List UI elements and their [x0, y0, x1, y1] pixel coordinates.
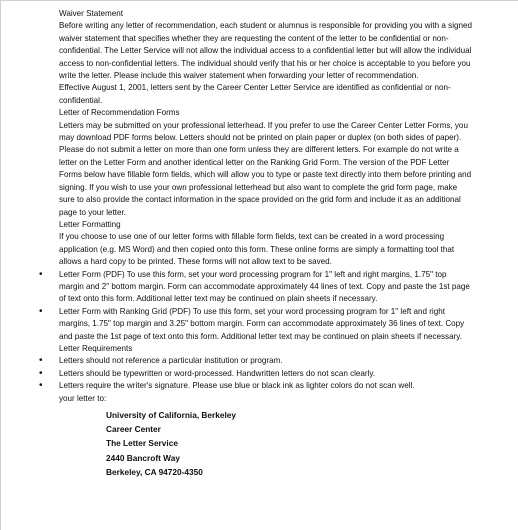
document-body: [39, 8, 473, 479]
list-item: [39, 355, 473, 367]
bullet-icon: •: [39, 268, 43, 280]
forms-text: Letters may be submitted on your professional letterhead. If you prefer to use the Career Center Letter Forms, you may download PDF forms below. Letters should not be printed on plain paper or duplex (on both sides of paper). Please do not submit a letter on more than one form unless they are different letters. For example do not write a letter on the Letter Form and another identical letter on the Ranking Grid Form. The version of the PDF Letter Forms below have fillable form fields, which will allow you to type or paste text directly into them before printing and signing. If you wish to use your own professional letterhead but also want to complete the grid form page, make sure to also provide the contact information in the space provided on the grid form and include it as an additional page to your letter.: [59, 120, 472, 217]
formatting-text: If you choose to use one of our letter forms with fillable form fields, text can be created in a word processing application (e.g. MS Word) and then copied onto this form. These online forms are simply a formatting tool that allows a hard copy to be printed. These forms will not allow text to be saved.: [59, 232, 455, 267]
address-line: Berkeley, CA 94720-4350: [106, 466, 203, 477]
requirements-closing: your letter to:: [59, 393, 107, 403]
requirements-list: [39, 355, 473, 392]
bullet-icon: •: [39, 367, 43, 379]
address-line: University of California, Berkeley: [106, 410, 237, 420]
formatting-list: [39, 268, 473, 343]
bullet-icon: •: [39, 355, 43, 367]
list-item-text: Letters require the writer's signature. Please use blue or black ink as lighter colors do not scan well.: [59, 381, 415, 391]
requirements-title: Letter Requirements: [59, 343, 133, 353]
address-line: Career Center: [106, 424, 161, 435]
bullet-icon: •: [39, 305, 43, 317]
waiver-text: Before writing any letter of recommendation, each student or alumnus is responsible for providing you with a signed waiver statement that specifies whether they are requesting the content of the letter to be confidential or non-confidential. The Letter Service will not allow the individual access to a confidential letter but will allow the individual access to non-confidential letters. The individual should verify that his or her choice is acceptable to you before you write the letter. Please include this waiver statement when forwarding your letter of recommendation.: [59, 21, 473, 81]
list-item: [39, 268, 473, 306]
forms-title: Letter of Recommendation Forms: [59, 108, 180, 118]
waiver-title: Waiver Statement: [59, 9, 124, 18]
mailing-address: [106, 408, 473, 479]
bullet-icon: •: [39, 380, 43, 392]
list-item-text: Letters should be typewritten or word-processed. Handwritten letters do not scan clearly.: [59, 368, 376, 378]
address-line: 2440 Bancroft Way: [106, 452, 180, 463]
list-item: [39, 380, 473, 392]
list-item: [39, 305, 473, 343]
formatting-title: Letter Formatting: [59, 219, 121, 229]
waiver-effective: Effective August 1, 2001, letters sent by the Career Center Letter Service are identified as confidential or non-confidential.: [59, 83, 451, 105]
list-item-text: Letter Form (PDF) To use this form, set your word processing program for 1" left and right margins, 1.75" top margin and 2" bottom margin. Form can accommodate approximately 44 lines of text. Copy and paste the 1st page of text onto this form. Additional letter text may be continued on plain sheets if necessary.: [59, 269, 470, 304]
list-item: [39, 367, 473, 380]
list-item-text: Letters should not reference a particular institution or program.: [59, 356, 283, 366]
address-line: The Letter Service: [106, 438, 178, 449]
list-item-text: Letter Form with Ranking Grid (PDF) To use this form, set your word processing program for 1" left and right margins, 1.75" top margin and 3.25" bottom margin. Form can accommodate approximately 36 lines of text. Copy and paste the 1st page of text onto this form. Additional letter text may be continued on plain sheets if necessary.: [59, 306, 465, 341]
